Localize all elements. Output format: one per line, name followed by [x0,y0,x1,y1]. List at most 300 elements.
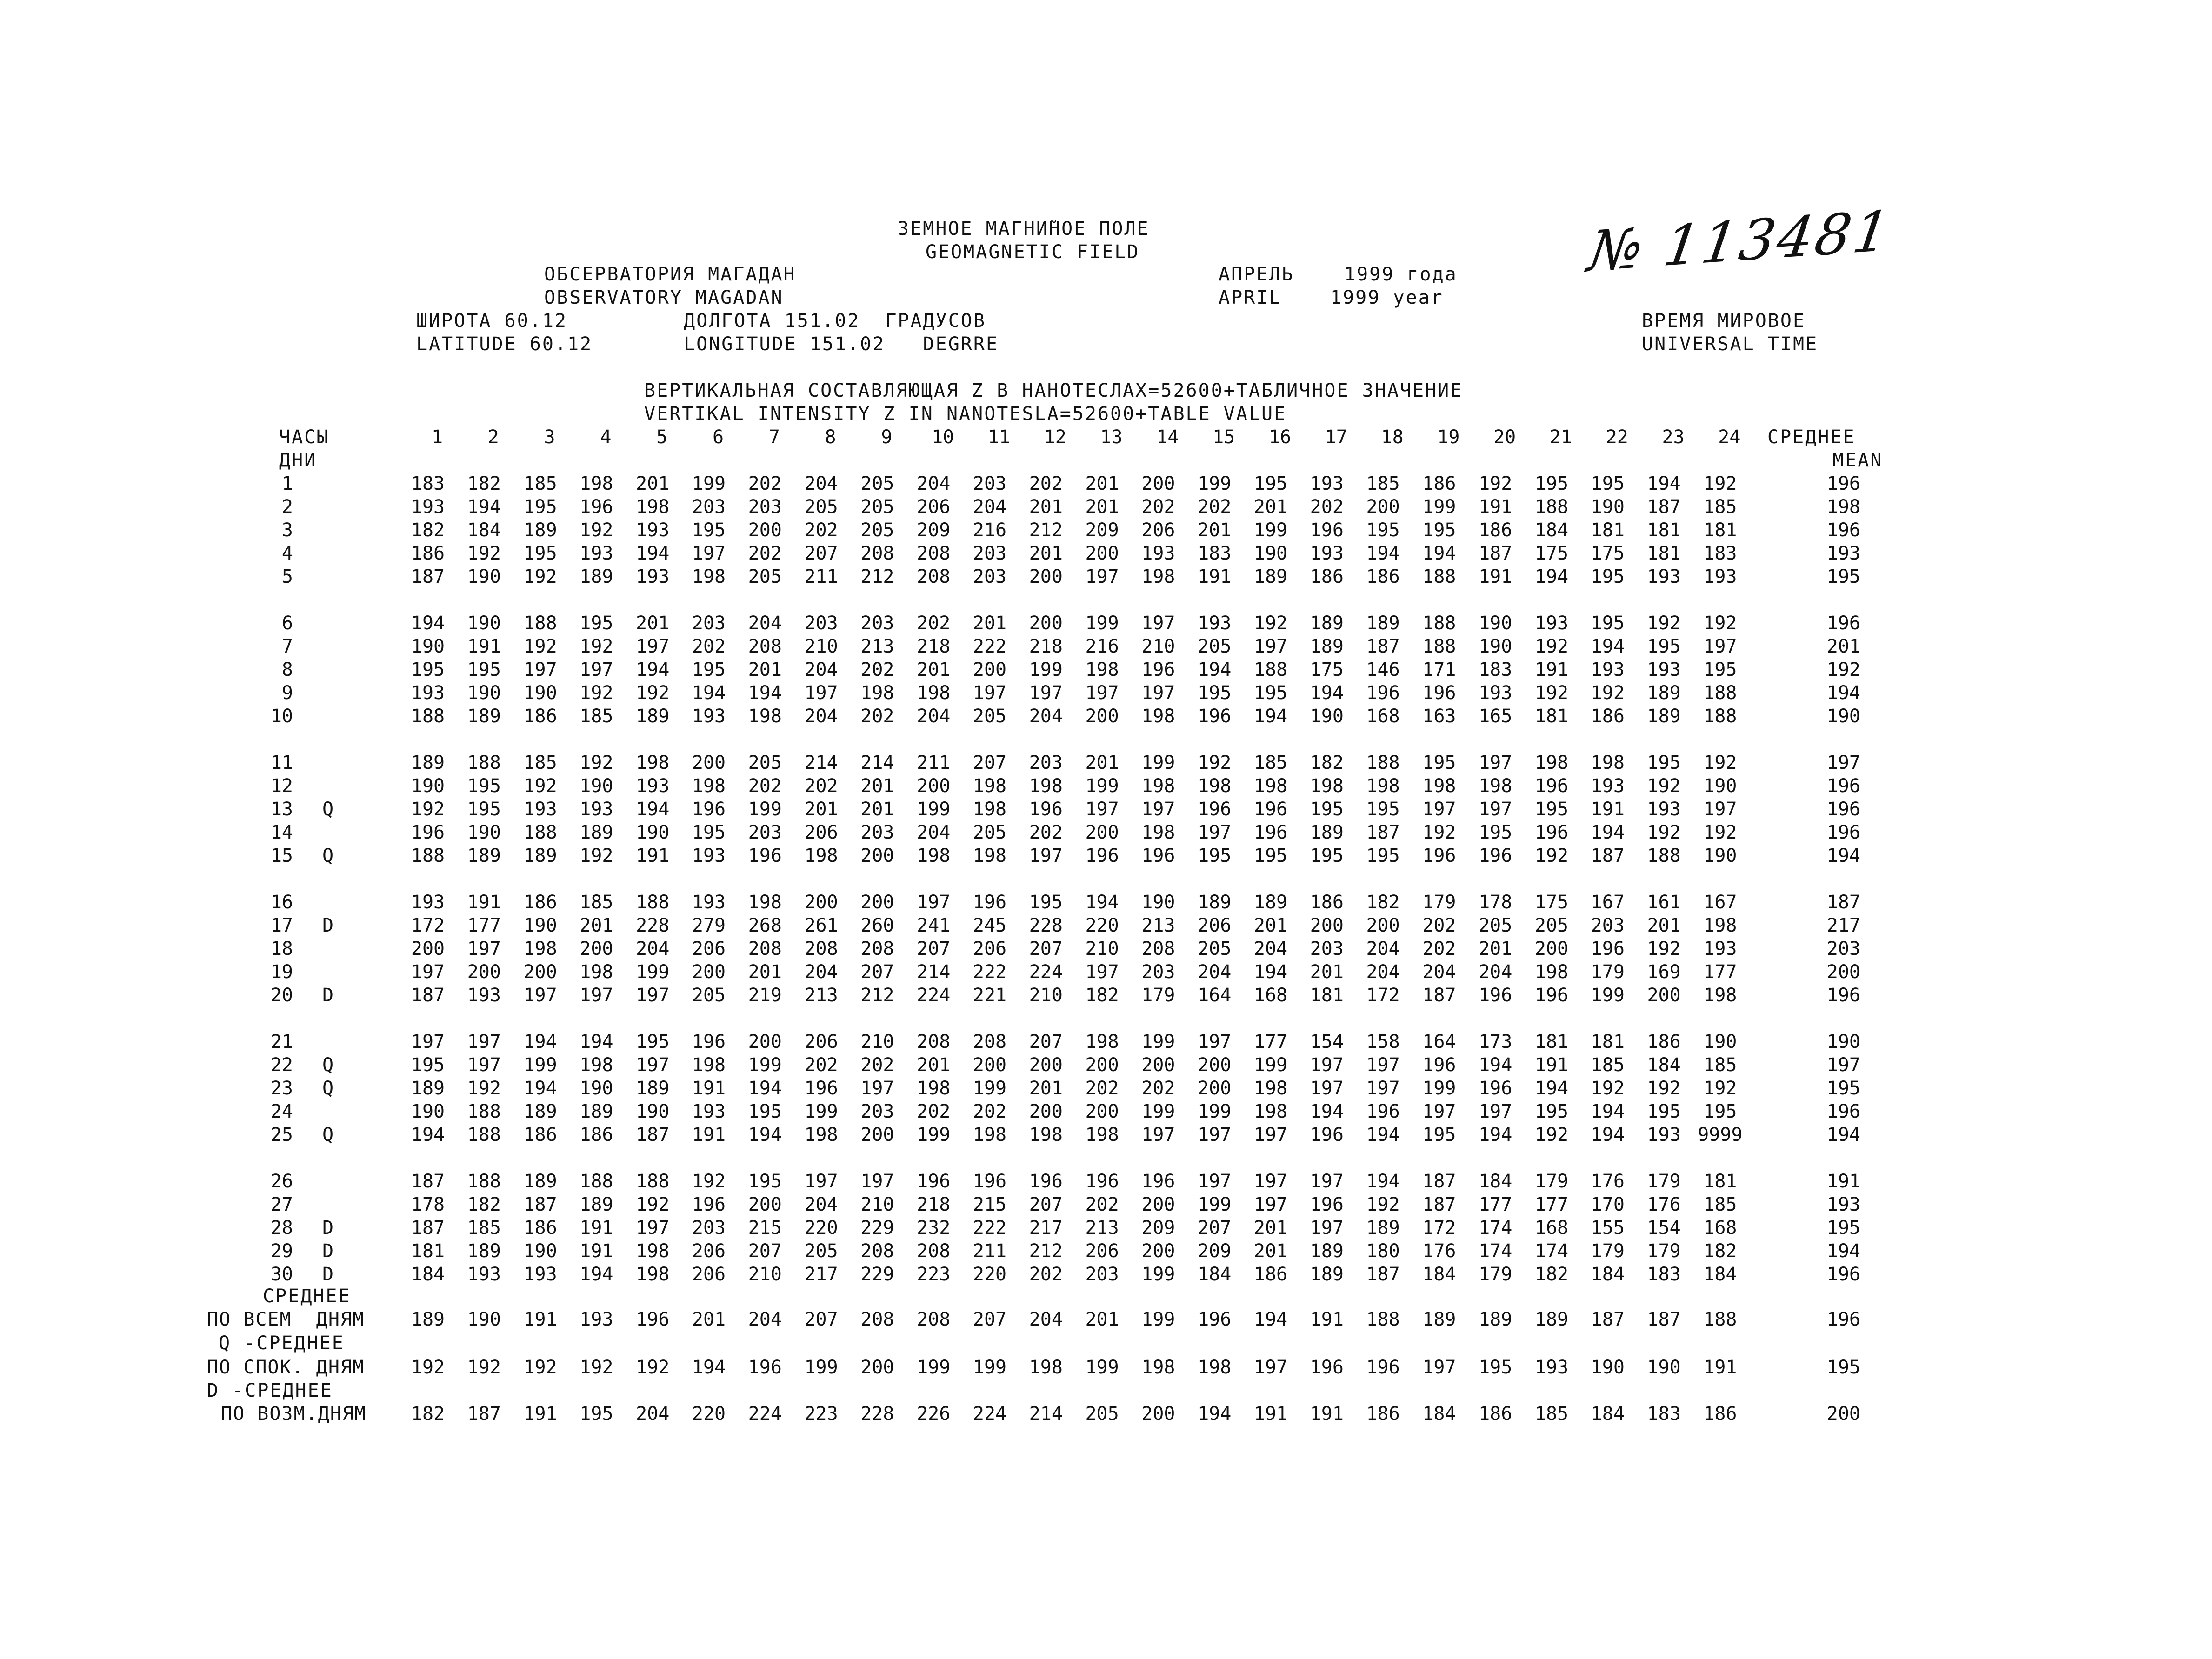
hour-value: 192 [467,1078,501,1099]
hour-value: 197 [636,1054,670,1076]
hour-value: 202 [1141,1078,1175,1099]
daily-mean: 187 [1826,892,1860,913]
disturbed-days-hour-value: 224 [748,1403,782,1425]
hour-value: 193 [692,706,726,727]
hour-value: 198 [1422,775,1456,797]
hour-value: 198 [580,1054,613,1076]
all-days-mean: 196 [1826,1309,1860,1330]
hour-value: 198 [692,566,726,587]
hour-value: 192 [1366,1194,1400,1215]
hour-value: 199 [1085,775,1119,797]
hour-value: 199 [1141,1031,1175,1053]
hour-value: 187 [1479,543,1512,564]
hour-value: 229 [860,1264,894,1285]
hour-value: 195 [1647,636,1681,657]
hours-label: ЧАСЫ [279,426,330,448]
hour-value: 195 [1366,845,1400,866]
daily-mean: 200 [1826,961,1860,983]
hour-value: 201 [1029,543,1063,564]
hour-value: 195 [467,775,501,797]
hour-value: 192 [580,845,613,866]
hour-value: 193 [411,496,445,518]
hour-value: 200 [692,961,726,983]
hour-value: 154 [1310,1031,1344,1053]
daily-mean: 196 [1826,473,1860,494]
hour-value: 196 [1479,1078,1512,1099]
hour-value: 188 [1647,845,1681,866]
disturbed-days-hour-value: 183 [1647,1403,1681,1425]
hour-value: 188 [467,1101,501,1122]
quiet-days-hour-value: 196 [748,1357,782,1378]
hour-value: 204 [917,822,951,843]
daily-mean: 190 [1826,1031,1860,1053]
hour-value: 195 [1703,1101,1737,1122]
hour-value: 195 [1029,892,1063,913]
hour-value: 197 [1141,613,1175,634]
hour-value: 206 [692,1264,726,1285]
hour-value: 183 [1198,543,1232,564]
hour-value: 186 [1366,566,1400,587]
hour-value: 193 [1647,799,1681,820]
hour-value: 189 [580,1101,613,1122]
hour-value: 200 [860,892,894,913]
hour-value: 192 [523,566,557,587]
hour-value: 203 [692,496,726,518]
daily-mean: 190 [1826,706,1860,727]
hour-value: 195 [1534,1101,1569,1122]
hour-value: 167 [1591,892,1625,913]
day-flag: Q [322,1054,334,1076]
hour-value: 193 [692,1101,726,1122]
hour-value: 184 [1591,1264,1625,1285]
hour-value: 195 [1647,752,1681,773]
hour-value: 184 [411,1264,445,1285]
hour-value: 187 [1422,1194,1456,1215]
hour-value: 195 [1310,845,1344,866]
hour-value: 195 [467,659,501,680]
hour-value: 168 [1703,1217,1737,1239]
hour-value: 198 [1703,915,1737,936]
hour-value: 194 [636,543,670,564]
hour-value: 184 [1198,1264,1232,1285]
hour-value: 204 [1422,961,1456,983]
hour-header-5: 5 [656,426,668,448]
hour-value: 206 [692,1240,726,1262]
hour-value: 198 [1253,1078,1288,1099]
hour-value: 181 [1534,706,1569,727]
hour-value: 261 [804,915,838,936]
hour-value: 202 [1085,1078,1119,1099]
disturbed-days-hour-value: 228 [860,1403,894,1425]
hour-value: 192 [1534,682,1569,704]
hour-value: 168 [1253,985,1288,1006]
hour-value: 211 [804,566,838,587]
all-days-hour-value: 199 [1141,1309,1175,1330]
hour-value: 204 [804,1194,838,1215]
hour-value: 198 [973,775,1007,797]
hour-value: 196 [973,892,1007,913]
hour-value: 158 [1366,1031,1400,1053]
hour-value: 192 [411,799,445,820]
hour-value: 172 [1422,1217,1456,1239]
day-number: 1 [281,473,293,494]
hour-value: 200 [1141,1054,1175,1076]
hour-value: 174 [1479,1217,1512,1239]
hour-value: 174 [1479,1240,1512,1262]
daily-mean: 193 [1826,1194,1860,1215]
hour-header-1: 1 [431,426,443,448]
hour-value: 197 [1310,1217,1344,1239]
all-days-hour-value: 188 [1703,1309,1737,1330]
hour-value: 197 [804,682,838,704]
hour-value: 194 [1366,1171,1400,1192]
hour-value: 195 [1310,799,1344,820]
hour-value: 189 [1310,1264,1344,1285]
disturbed-days-hour-value: 204 [636,1403,670,1425]
hour-value: 218 [1029,636,1063,657]
hour-value: 190 [1703,775,1737,797]
quiet-days-mean: 195 [1826,1357,1860,1378]
hour-value: 200 [1085,706,1119,727]
hour-value: 205 [692,985,726,1006]
hour-value: 185 [1703,1194,1737,1215]
quiet-days-hour-value: 192 [523,1357,557,1378]
hour-value: 193 [692,845,726,866]
hour-value: 194 [523,1031,557,1053]
hour-value: 204 [917,706,951,727]
hour-header-24: 24 [1718,426,1741,448]
hour-value: 198 [1253,775,1288,797]
hour-value: 195 [1703,659,1737,680]
hour-value: 189 [1253,892,1288,913]
q-mean-heading: Q -СРЕДНЕЕ [219,1333,345,1354]
hour-value: 201 [860,775,894,797]
hour-value: 204 [1479,961,1512,983]
hour-value: 195 [1534,473,1569,494]
hour-value: 202 [1422,915,1456,936]
hour-value: 179 [1422,892,1456,913]
disturbed-days-hour-value: 182 [411,1403,445,1425]
hour-value: 197 [1198,1171,1232,1192]
quiet-days-hour-value: 193 [1534,1357,1569,1378]
hour-value: 201 [860,799,894,820]
hour-value: 182 [467,1194,501,1215]
hour-value: 199 [748,799,782,820]
hour-value: 192 [1534,636,1569,657]
hour-value: 196 [1085,845,1119,866]
hour-value: 193 [1647,659,1681,680]
hour-value: 192 [580,636,613,657]
hour-value: 190 [1253,543,1288,564]
hour-value: 169 [1647,961,1681,983]
hour-value: 179 [1141,985,1175,1006]
hour-value: 199 [748,1054,782,1076]
hour-value: 179 [1534,1171,1569,1192]
hour-value: 197 [1253,1171,1288,1192]
hour-value: 206 [917,496,951,518]
quiet-days-hour-value: 198 [1198,1357,1232,1378]
hour-header-8: 8 [825,426,836,448]
hour-value: 189 [636,1078,670,1099]
hour-value: 200 [973,659,1007,680]
quiet-days-hour-value: 199 [917,1357,951,1378]
hour-value: 220 [804,1217,838,1239]
hour-value: 213 [860,636,894,657]
hour-value: 189 [1366,613,1400,634]
hour-value: 193 [1703,938,1737,959]
hour-value: 182 [467,473,501,494]
hour-value: 186 [1310,566,1344,587]
hour-value: 195 [411,659,445,680]
hour-value: 186 [1310,892,1344,913]
hour-value: 245 [973,915,1007,936]
all-days-hour-value: 193 [580,1309,613,1330]
hour-header-22: 22 [1606,426,1628,448]
hour-value: 192 [580,682,613,704]
hour-header-12: 12 [1044,426,1066,448]
hour-value: 187 [636,1124,670,1146]
hour-value: 200 [1141,473,1175,494]
hour-value: 178 [411,1194,445,1215]
hour-value: 208 [917,1031,951,1053]
hour-value: 213 [804,985,838,1006]
hour-value: 192 [692,1171,726,1192]
hour-value: 200 [1085,822,1119,843]
hour-value: 199 [1198,1194,1232,1215]
hour-value: 186 [523,1124,557,1146]
day-flag: Q [322,799,334,820]
hour-value: 196 [1198,799,1232,820]
hour-value: 196 [692,1194,726,1215]
hour-value: 198 [636,1240,670,1262]
hour-value: 194 [411,1124,445,1146]
time-ru: ВРЕМЯ МИРОВОЕ [1642,310,1806,332]
hour-value: 201 [917,659,951,680]
quiet-days-hour-value: 198 [1141,1357,1175,1378]
hour-value: 195 [1591,473,1625,494]
hour-value: 193 [1591,775,1625,797]
hour-value: 210 [860,1031,894,1053]
hour-value: 197 [1479,1101,1512,1122]
hour-value: 188 [580,1171,613,1192]
hour-value: 206 [692,938,726,959]
hour-value: 207 [860,961,894,983]
hour-value: 190 [523,1240,557,1262]
hour-value: 197 [1141,1124,1175,1146]
hour-value: 195 [692,822,726,843]
hour-value: 205 [1198,938,1232,959]
hour-value: 191 [467,892,501,913]
hour-value: 203 [1029,752,1063,773]
hour-value: 203 [860,1101,894,1122]
hour-value: 196 [1141,659,1175,680]
hour-value: 179 [1647,1240,1681,1262]
hour-value: 176 [1591,1171,1625,1192]
hour-value: 200 [1085,1054,1119,1076]
quiet-days-hour-value: 200 [860,1357,894,1378]
hour-value: 182 [1310,752,1344,773]
disturbed-days-hour-value: 184 [1422,1403,1456,1425]
year-ru: 1999 года [1344,264,1458,285]
hour-value: 193 [1534,613,1569,634]
quiet-days-hour-value: 192 [411,1357,445,1378]
hour-value: 200 [523,961,557,983]
hour-value: 200 [1085,1101,1119,1122]
hour-value: 204 [636,938,670,959]
hour-value: 188 [1366,752,1400,773]
day-flag: D [322,985,334,1006]
hour-value: 184 [1647,1054,1681,1076]
disturbed-days-hour-value: 195 [580,1403,613,1425]
hour-value: 224 [917,985,951,1006]
hour-value: 198 [1029,775,1063,797]
hour-value: 197 [1366,1054,1400,1076]
time-en: UNIVERSAL TIME [1642,333,1819,355]
day-number: 30 [270,1264,293,1285]
hour-value: 203 [973,473,1007,494]
hour-value: 190 [467,566,501,587]
hour-value: 185 [1703,1054,1737,1076]
hour-value: 197 [1141,799,1175,820]
hour-value: 202 [804,1054,838,1076]
hour-value: 201 [1647,915,1681,936]
hour-value: 204 [1366,938,1400,959]
hour-value: 195 [1366,520,1400,541]
hour-value: 191 [636,845,670,866]
hour-value: 192 [523,775,557,797]
hour-value: 201 [636,473,670,494]
day-flag: D [322,1217,334,1239]
hour-value: 205 [804,1240,838,1262]
hour-value: 190 [1310,706,1344,727]
hour-header-23: 23 [1662,426,1685,448]
hour-value: 198 [1253,1101,1288,1122]
hour-value: 155 [1591,1217,1625,1239]
all-days-hour-value: 207 [804,1309,838,1330]
d-mean-heading: D -СРЕДНЕЕ [207,1380,333,1401]
hour-value: 187 [1366,822,1400,843]
hour-value: 198 [636,496,670,518]
hour-header-11: 11 [987,426,1011,448]
hour-value: 198 [1479,775,1512,797]
hour-value: 196 [1310,1124,1344,1146]
hour-value: 200 [917,775,951,797]
hour-value: 200 [1366,496,1400,518]
day-number: 6 [281,613,293,634]
all-days-hour-value: 208 [917,1309,951,1330]
hour-value: 190 [1479,613,1512,634]
hour-value: 198 [748,892,782,913]
hour-value: 201 [636,613,670,634]
hour-value: 200 [411,938,445,959]
daily-mean: 194 [1826,1240,1860,1262]
daily-mean: 194 [1826,682,1860,704]
hour-value: 186 [580,1124,613,1146]
hour-value: 202 [748,543,782,564]
all-days-hour-value: 194 [1253,1309,1288,1330]
hour-value: 201 [1029,496,1063,518]
hour-value: 196 [1310,520,1344,541]
hour-value: 195 [748,1101,782,1122]
quiet-days-hour-value: 192 [467,1357,501,1378]
hour-value: 190 [1141,892,1175,913]
hour-value: 197 [1253,1124,1288,1146]
quiet-days-label: ПО СПОК. ДНЯМ [207,1357,365,1378]
day-number: 20 [270,985,293,1006]
hour-value: 189 [1310,636,1344,657]
hour-value: 194 [1479,1124,1512,1146]
hour-value: 198 [580,473,613,494]
hour-value: 178 [1479,892,1512,913]
disturbed-days-hour-value: 185 [1534,1403,1569,1425]
hour-value: 214 [804,752,838,773]
hour-value: 204 [1198,961,1232,983]
hour-value: 190 [580,1078,613,1099]
hour-value: 190 [467,682,501,704]
hour-value: 193 [1703,566,1737,587]
hour-value: 218 [917,636,951,657]
hour-value: 184 [1703,1264,1737,1285]
hour-value: 198 [1198,775,1232,797]
hour-value: 188 [467,752,501,773]
quiet-days-hour-value: 191 [1703,1357,1737,1378]
hour-value: 191 [580,1217,613,1239]
hour-value: 211 [917,752,951,773]
hour-value: 190 [523,682,557,704]
hour-value: 197 [636,985,670,1006]
hour-value: 212 [860,985,894,1006]
hour-value: 185 [1703,496,1737,518]
disturbed-days-hour-value: 214 [1029,1403,1063,1425]
hour-value: 201 [1085,752,1119,773]
hour-value: 195 [580,613,613,634]
hour-value: 196 [411,822,445,843]
hour-value: 172 [411,915,445,936]
hour-value: 197 [1085,799,1119,820]
hour-value: 195 [1198,845,1232,866]
hour-value: 200 [580,938,613,959]
hour-value: 204 [973,496,1007,518]
hour-value: 195 [523,543,557,564]
hour-value: 198 [1591,752,1625,773]
hour-value: 187 [1422,1171,1456,1192]
hour-value: 197 [1029,682,1063,704]
hour-value: 198 [804,1124,838,1146]
hour-value: 198 [692,1054,726,1076]
hour-value: 199 [1591,985,1625,1006]
hour-value: 201 [1198,520,1232,541]
all-days-hour-value: 187 [1591,1309,1625,1330]
hour-value: 210 [1085,938,1119,959]
hour-value: 186 [411,543,445,564]
hour-value: 197 [1703,799,1737,820]
hour-header-17: 17 [1325,426,1347,448]
daily-mean: 196 [1826,1264,1860,1285]
hour-value: 193 [580,543,613,564]
all-days-label: ПО ВСЕМ ДНЯМ [207,1309,365,1330]
hour-value: 199 [917,799,951,820]
hour-value: 204 [1253,938,1288,959]
daily-mean: 201 [1826,636,1860,657]
hour-value: 186 [1422,473,1456,494]
hour-value: 205 [860,496,894,518]
disturbed-days-hour-value: 226 [917,1403,951,1425]
disturbed-days-hour-value: 191 [1310,1403,1344,1425]
hour-value: 170 [1591,1194,1625,1215]
hour-value: 207 [1029,1031,1063,1053]
disturbed-days-hour-value: 200 [1141,1403,1175,1425]
hour-value: 194 [1253,706,1288,727]
